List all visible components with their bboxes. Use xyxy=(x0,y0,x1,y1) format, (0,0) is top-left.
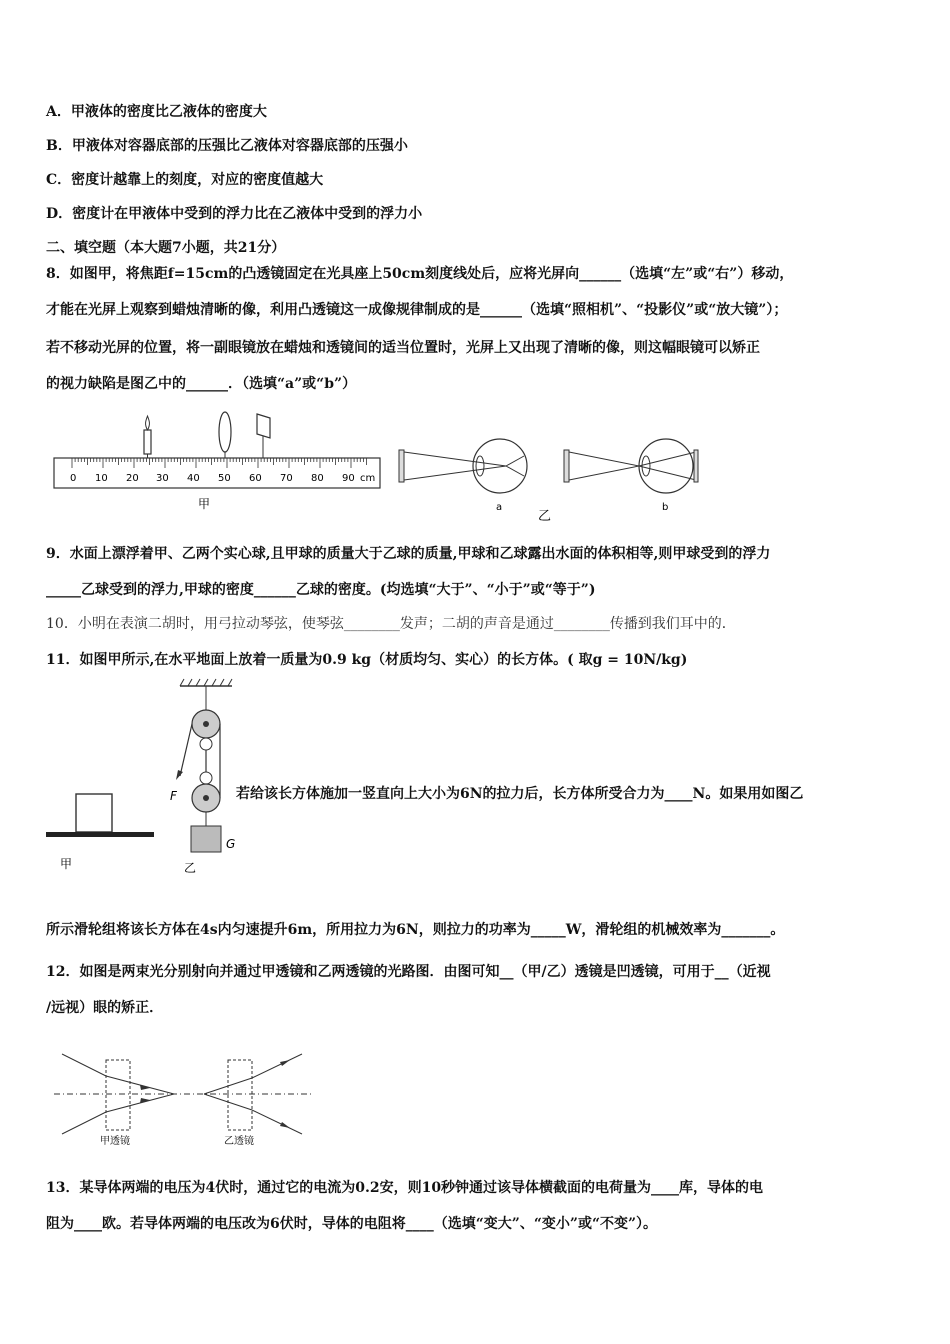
q13-line-1: 13．某导体两端的电压为4伏时，通过它的电流为0.2安，则10秒钟通过该导体横截面的电荷量为____库，导体的电 xyxy=(46,1180,764,1196)
label-F: F xyxy=(170,789,177,803)
section-title: 二、填空题（本大题7小题，共21分） xyxy=(46,240,286,256)
q12-line-2: /远视）眼的矫正． xyxy=(46,1000,164,1016)
weight-block xyxy=(191,826,221,852)
option-c: C．密度计越靠上的刻度，对应的密度值越大 xyxy=(46,172,324,188)
q9-line-2: _____乙球受到的浮力,甲球的密度______乙球的密度。(均选填“大于”、“小于”或“等于”) xyxy=(46,582,596,598)
q11-line-1: 11．如图甲所示,在水平地面上放着一质量为0.9 kg（材质均匀、实心）的长方体。( 取g = 10N/kg) xyxy=(46,652,688,668)
q11-line-2: 若给该长方体施加一竖直向上大小为6N的拉力后，长方体所受合力为____N。如果用如图乙 xyxy=(236,786,804,802)
option-b: B．甲液体对容器底部的压强比乙液体对容器底部的压强小 xyxy=(46,138,408,154)
q12-line-1: 12．如图是两束光分别射向并通过甲透镜和乙两透镜的光路图．由图可知__（甲/乙）透镜是凹透镜，可用于__（近视 xyxy=(46,964,771,980)
ruler-tick-20: 20 xyxy=(126,473,139,484)
ruler-tick-40: 40 xyxy=(187,473,200,484)
moving-pulley-icon xyxy=(192,772,220,826)
ruler-ticks xyxy=(72,458,367,468)
label-yi-pulley: 乙 xyxy=(184,861,197,875)
option-a: A．甲液体的密度比乙液体的密度大 xyxy=(46,104,267,120)
ruler-unit: cm xyxy=(360,473,376,484)
ruler-tick-30: 30 xyxy=(156,473,169,484)
eye-defect-figure xyxy=(396,438,706,522)
q8-line-4: 的视力缺陷是图乙中的______．（选填“a”或“b”） xyxy=(46,376,357,392)
pull-rope xyxy=(180,724,192,776)
ceiling-support xyxy=(180,679,232,710)
eye-a-diagram xyxy=(399,439,527,493)
q9-line-1: 9．水面上漂浮着甲、乙两个实心球,且甲球的质量大于乙球的质量,甲球和乙球露出水面的体积相等,则甲球受到的浮力 xyxy=(46,546,771,562)
lens-jia-diagram xyxy=(62,1054,174,1134)
q13-line-2: 阻为____欧。若导体两端的电压改为6伏时，导体的电阻将____（选填“变大”、“变小”或“不变”）。 xyxy=(46,1216,658,1232)
q11-line-3: 所示滑轮组将该长方体在4s内匀速提升6m，所用拉力为6N，则拉力的功率为_____W，滑轮组的机械效率为_______。 xyxy=(46,922,785,938)
ruler-tick-90: 90 xyxy=(342,473,355,484)
label-jia-block: 甲 xyxy=(60,857,73,871)
lens-ray-figure xyxy=(54,1046,314,1146)
label-a: a xyxy=(496,502,503,513)
fixed-pulley-icon xyxy=(192,710,220,750)
ruler-tick-10: 10 xyxy=(95,473,108,484)
candle-icon xyxy=(144,416,151,458)
label-yi-lens: 乙透镜 xyxy=(224,1136,254,1147)
ruler-tick-80: 80 xyxy=(311,473,324,484)
q8-line-2: 才能在光屏上观察到蜡烛清晰的像，利用凸透镜这一成像规律制成的是______（选填“照相机”、“投影仪”或“放大镜”）； xyxy=(46,302,788,318)
q8-line-1: 8．如图甲，将焦距f=15cm的凸透镜固定在光具座上50cm刻度线处后，应将光屏向______（选填“左”或“右”）移动， xyxy=(46,266,794,282)
ruler-tick-50: 50 xyxy=(218,473,231,484)
ruler-tick-0: 0 xyxy=(70,473,77,484)
q10-line: 10．小明在表演二胡时，用弓拉动琴弦，使琴弦________发声；二胡的声音是通过________传播到我们耳中的． xyxy=(46,616,736,632)
light-screen-icon xyxy=(257,414,270,458)
ruler-tick-70: 70 xyxy=(280,473,293,484)
label-jia-lens: 甲透镜 xyxy=(100,1136,130,1147)
pulley-figure xyxy=(46,676,246,876)
option-d: D．密度计在甲液体中受到的浮力比在乙液体中受到的浮力小 xyxy=(46,206,423,222)
ruler-tick-60: 60 xyxy=(249,473,262,484)
optical-bench-figure xyxy=(50,408,390,520)
q8-line-3: 若不移动光屏的位置，将一副眼镜放在蜡烛和透镜间的适当位置时，光屏上又出现了清晰的像，则这幅眼镜可以矫正 xyxy=(46,340,760,356)
label-b: b xyxy=(662,502,669,513)
label-jia: 甲 xyxy=(198,497,211,511)
cuboid-on-ground xyxy=(46,794,154,837)
convex-lens-icon xyxy=(219,412,231,458)
pull-arrow xyxy=(176,770,183,780)
eye-b-diagram xyxy=(564,439,698,493)
label-yi-eyes: 乙 xyxy=(538,509,552,524)
label-G: G xyxy=(226,837,236,851)
